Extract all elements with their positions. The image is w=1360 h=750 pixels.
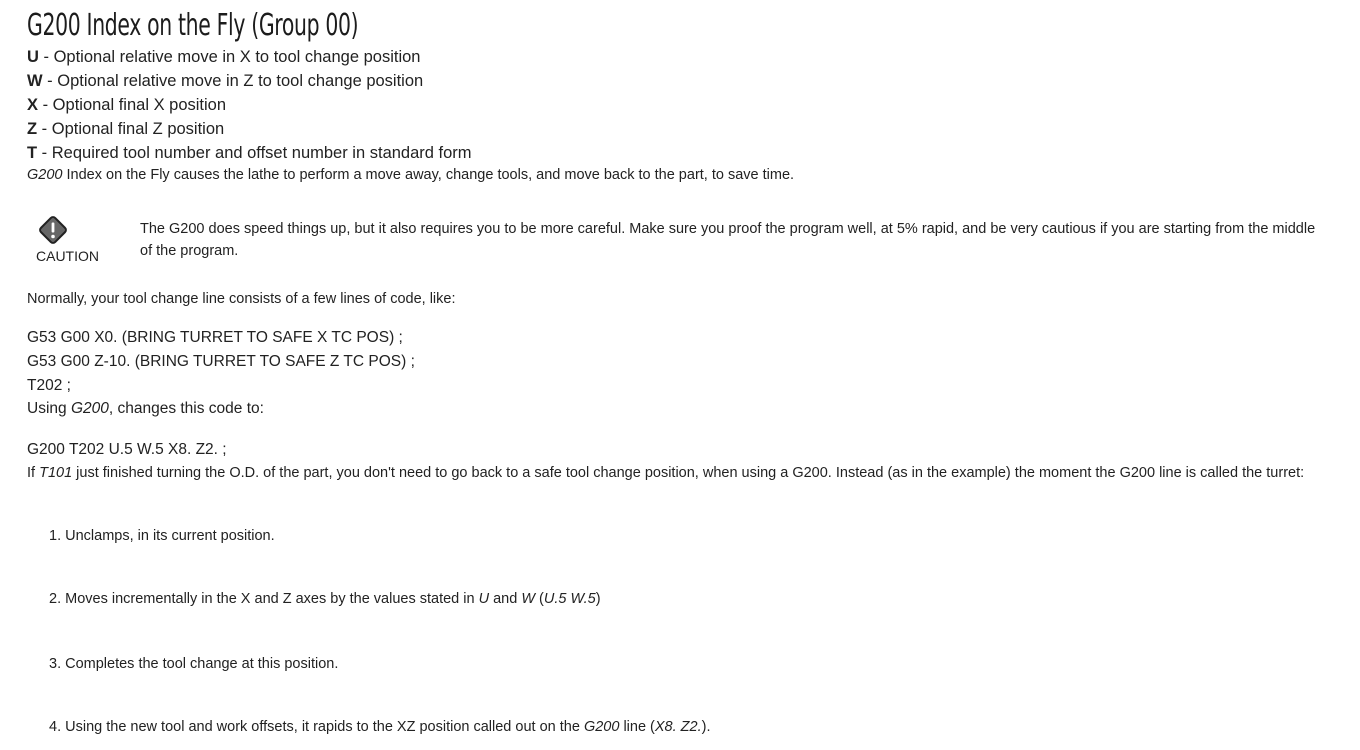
step-text: and: [489, 591, 522, 607]
caution-label: CAUTION: [36, 248, 99, 264]
step-text: (: [535, 591, 544, 607]
explanation-body: just finished turning the O.D. of the part, you don't need to go back to a safe tool change position, when using a G200. Instead (as in the example) the moment the G200 line is called the turret:: [72, 465, 1305, 481]
argument-description: - Optional final Z position: [37, 120, 225, 138]
step-4: [49, 716, 711, 738]
using-prefix: Using: [27, 400, 71, 417]
step-text: line (: [619, 719, 655, 735]
explanation-paragraph: [27, 462, 1332, 485]
code-reference: U.5 W.5: [543, 591, 596, 607]
argument-letter: X: [27, 96, 39, 114]
step-text: 2. Moves incrementally in the X and Z axes by the values stated in: [49, 591, 479, 607]
step-2: [49, 588, 601, 610]
argument-description: - Optional relative move in X to tool change position: [38, 48, 421, 66]
argument-letter: U: [27, 48, 39, 66]
code-reference: U: [478, 591, 490, 607]
summary-text: [27, 164, 794, 186]
caution-diamond-icon: [37, 214, 69, 246]
argument-description: - Optional relative move in Z to tool change position: [42, 72, 424, 90]
step-3: 3. Completes the tool change at this position.: [49, 656, 339, 672]
argument-letter: Z: [27, 120, 38, 138]
step-1: 1. Unclamps, in its current position.: [49, 528, 275, 544]
caution-text: The G200 does speed things up, but it also requires you to be more careful. Make sure you proof the program well, at 5% rapid, and be very cautious if you are starting from the middle of the program.: [140, 221, 1316, 259]
argument-w: [27, 69, 472, 93]
code-line-g200: G200 T202 U.5 W.5 X8. Z2. ;: [27, 441, 227, 458]
step-text: 4. Using the new tool and work offsets, it rapids to the XZ position called out on the: [49, 719, 584, 735]
argument-list: [27, 45, 472, 165]
argument-t: [27, 141, 472, 165]
argument-z: [27, 117, 472, 141]
code-reference: X8. Z2.: [654, 719, 702, 735]
summary-body: Index on the Fly causes the lathe to perform a move away, change tools, and move back to the part, to save time.: [62, 167, 795, 183]
page-title: G200 Index on the Fly (Group 00): [27, 8, 359, 43]
step-text: ).: [701, 719, 711, 735]
code-reference: G200: [70, 400, 109, 417]
code-line: G53 G00 X0. (BRING TURRET TO SAFE X TC POS) ;: [27, 329, 403, 346]
argument-description: - Optional final X position: [38, 96, 227, 114]
explanation-prefix: If: [27, 465, 40, 481]
code-line: G53 G00 Z-10. (BRING TURRET TO SAFE Z TC POS) ;: [27, 353, 415, 370]
argument-u: [27, 45, 472, 69]
using-suffix: , changes this code to:: [108, 400, 264, 417]
intro-paragraph: Normally, your tool change line consists of a few lines of code, like:: [27, 291, 456, 307]
code-reference: T101: [39, 465, 73, 481]
argument-description: - Required tool number and offset number in standard form: [37, 144, 472, 162]
using-paragraph: [27, 398, 264, 420]
argument-letter: T: [27, 144, 38, 162]
code-reference: W: [521, 591, 536, 607]
argument-x: [27, 93, 472, 117]
caution-callout: [27, 210, 1337, 270]
code-line: T202 ;: [27, 377, 71, 394]
code-reference: G200: [27, 167, 63, 183]
code-reference: G200: [583, 719, 620, 735]
argument-letter: W: [27, 72, 43, 90]
step-text: ): [595, 591, 601, 607]
